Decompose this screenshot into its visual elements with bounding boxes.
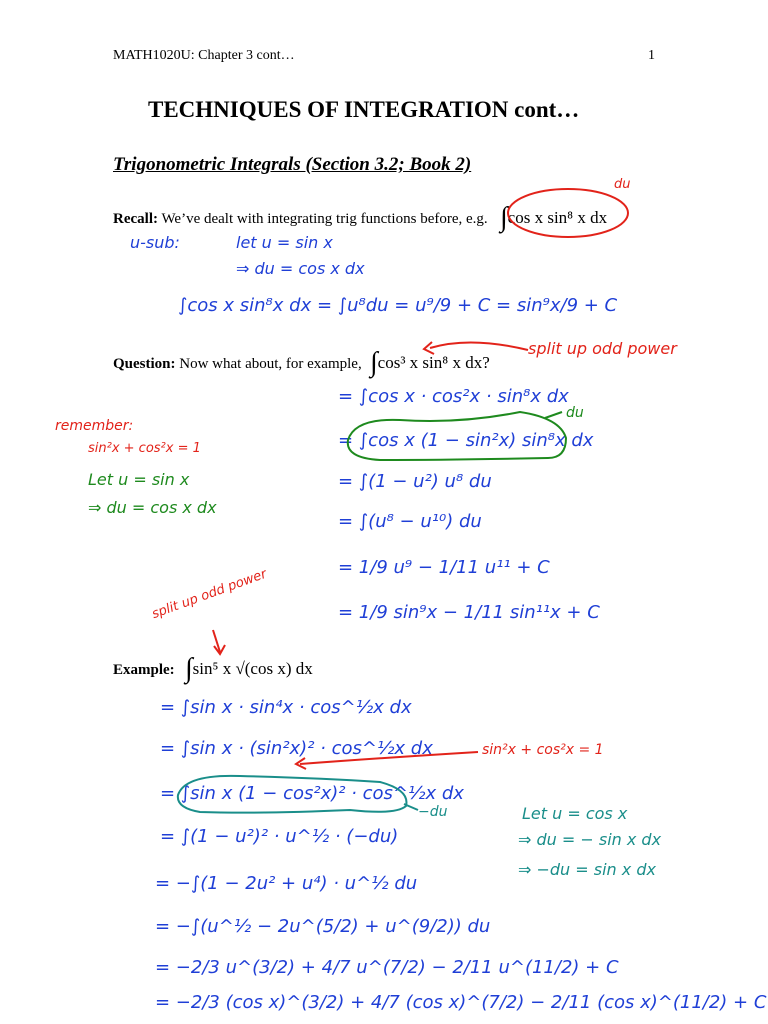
question-let: Let u = sin x [88,470,190,489]
example-neg-du: ⇒ −du = sin x dx [518,860,656,879]
question-text: Now what about, for example, [179,356,362,372]
usub-label: u-sub: [130,233,180,252]
question-step: = 1/9 sin⁹x − 1/11 sin¹¹x + C [338,602,600,623]
usub-du: ⇒ du = cos x dx [236,259,365,278]
example-split-note: split up odd power [150,566,269,623]
usub-let: let u = sin x [236,233,333,252]
remember-identity: sin²x + cos²x = 1 [88,441,201,456]
remember-label: remember: [55,418,134,434]
question-step: = 1/9 u⁹ − 1/11 u¹¹ + C [338,557,550,578]
section-heading: Trigonometric Integrals (Section 3.2; Book 2) [113,154,472,175]
du-tag-line [545,412,562,418]
example-step: = −∫(u^½ − 2u^(5/2) + u^(9/2)) du [155,916,491,937]
question-step: = ∫cos x (1 − sin²x) sin⁸x dx [338,430,594,451]
example-step: = ∫sin x · (sin²x)² · cos^½x dx [160,738,433,759]
recall-integral: ∫cos x sin⁸ x dx [500,202,608,233]
course-header: MATH1020U: Chapter 3 cont… [113,48,295,63]
example-step: = −2/3 (cos x)^(3/2) + 4/7 (cos x)^(7/2) − 2/11 (cos x)^(11/2) + C [155,992,767,1013]
question-step: = ∫cos x · cos²x · sin⁸x dx [338,386,569,407]
question-step: = ∫(u⁸ − u¹⁰) du [338,511,482,532]
recall-label: Recall: [113,211,158,227]
example-integral: ∫sin⁵ x √(cos x) dx [185,653,313,684]
question-du: ⇒ du = cos x dx [88,498,217,517]
example-line [113,662,175,679]
integral-sign-icon: ∫ [370,347,378,378]
example-step: = −∫(1 − 2u² + u⁴) · u^½ du [155,873,418,894]
example-let: Let u = cos x [522,804,628,823]
example-du-tag: −du [418,804,448,820]
example-step: = ∫sin x · sin⁴x · cos^½x dx [160,697,412,718]
example-step: = ∫(1 − u²)² · u^½ · (−du) [160,826,399,847]
example-step: = −2/3 u^(3/2) + 4/7 u^(7/2) − 2/11 u^(11/2) + C [155,957,619,978]
question-line [113,356,362,373]
recall-result: ∫cos x sin⁸x dx = ∫u⁸du = u⁹/9 + C = sin⁹x/9 + C [178,295,618,316]
split-odd-power-note: split up odd power [528,339,677,358]
integral-sign-icon: ∫ [500,202,508,233]
recall-line [113,211,488,228]
arrow-head-icon [296,758,306,769]
example-du: ⇒ du = − sin x dx [518,830,662,849]
example-label: Example: [113,662,175,678]
recall-text: We’ve dealt with integrating trig functions before, e.g. [161,211,488,227]
question-label: Question: [113,356,176,372]
example-arrow [213,630,220,652]
example-identity: sin²x + cos²x = 1 [482,742,604,758]
recall-du-annotation: du [614,177,631,192]
integral-sign-icon: ∫ [185,653,193,684]
example-step: = ∫sin x (1 − cos²x)² · cos^½x dx [160,783,464,804]
page-title: TECHNIQUES OF INTEGRATION cont… [148,97,580,122]
question-du-tag: du [566,405,584,421]
page-number: 1 [648,48,655,63]
question-integral: ∫cos³ x sin⁸ x dx? [370,347,490,378]
question-step: = ∫(1 − u²) u⁸ du [338,471,492,492]
neg-du-tag-line [404,804,418,810]
